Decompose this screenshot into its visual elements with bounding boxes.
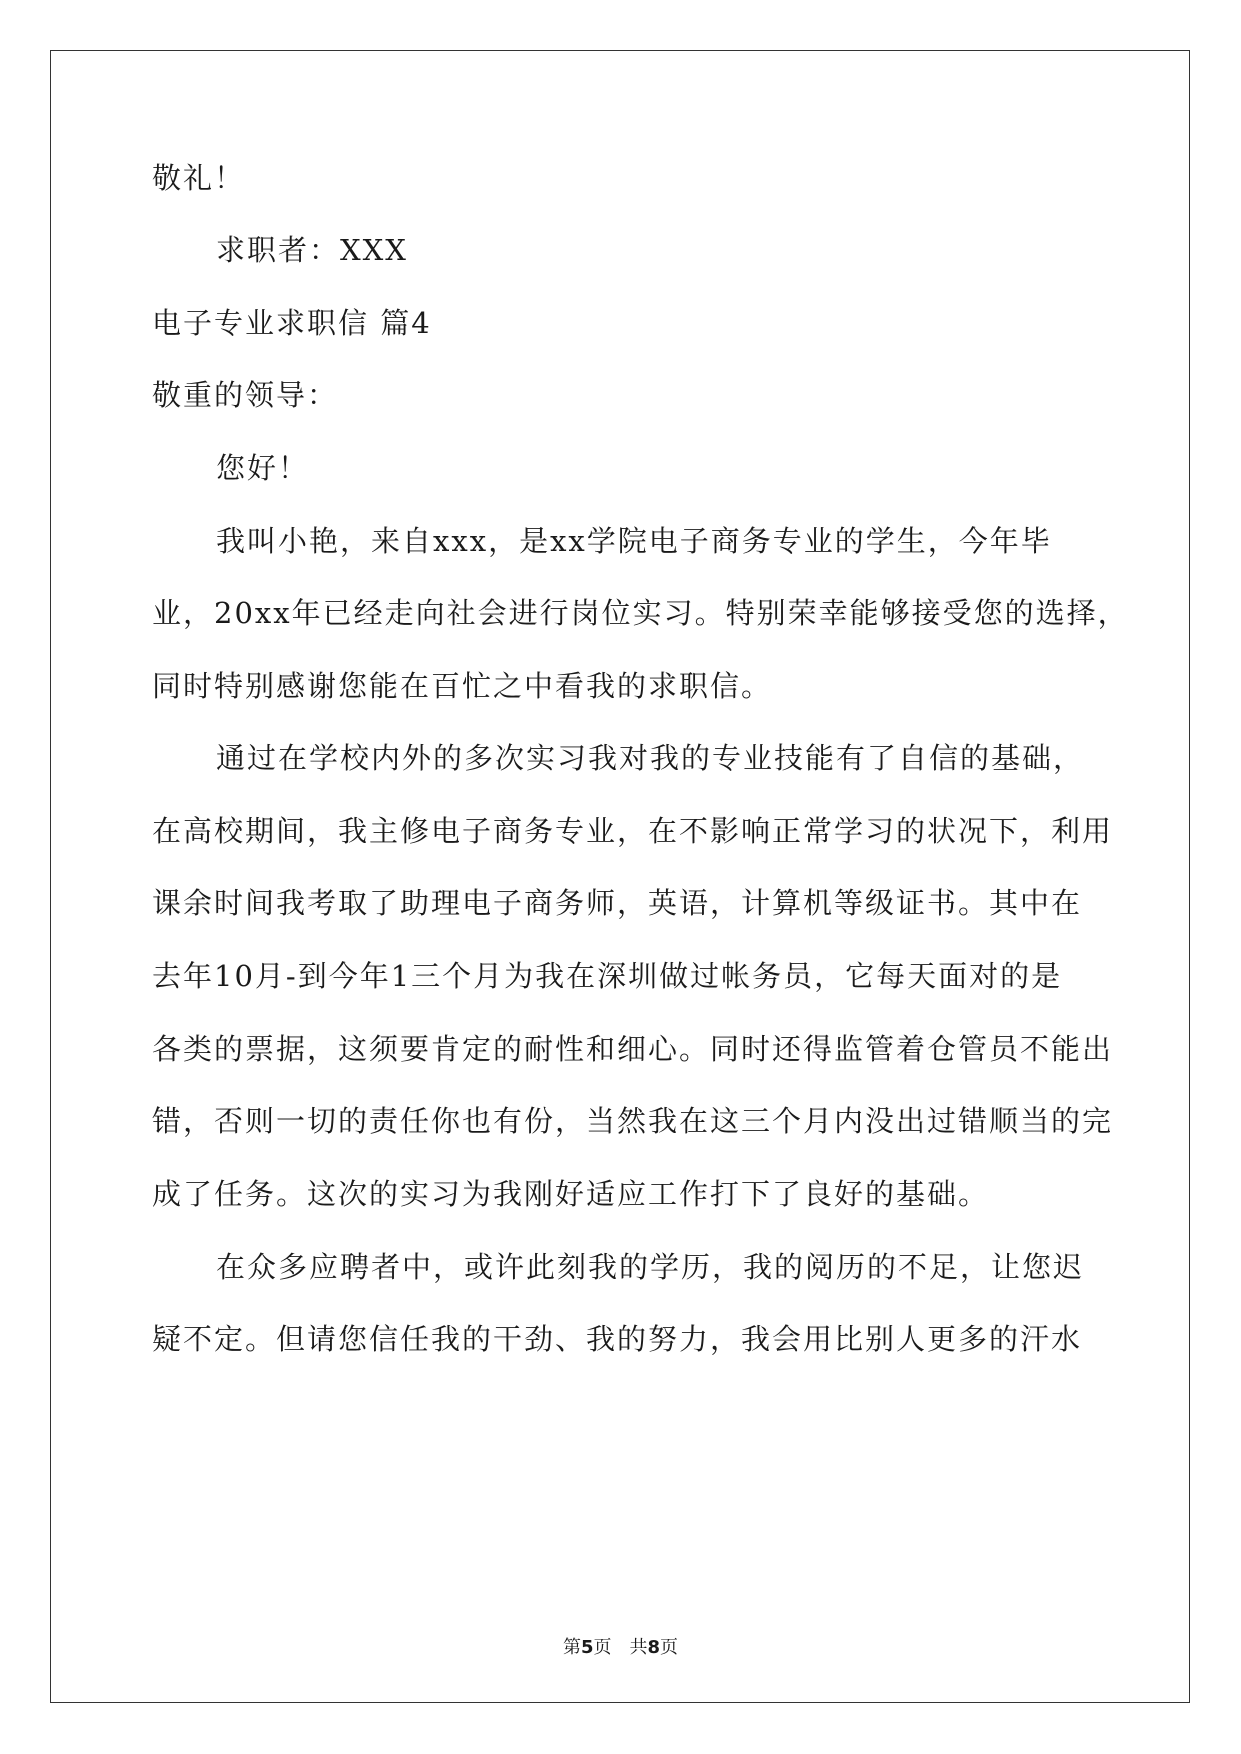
signature-line: 求职者：XXX xyxy=(216,233,408,267)
paragraph-line: 疑不定。但请您信任我的干劲、我的努力，我会用比别人更多的汗水 xyxy=(152,1322,1083,1356)
paragraph-line: 课余时间我考取了助理电子商务师，英语，计算机等级证书。其中在 xyxy=(152,886,1083,920)
current-page-number: 5 xyxy=(580,1637,594,1658)
page-footer xyxy=(0,1633,1241,1659)
closing-salutation: 敬礼！ xyxy=(152,161,246,195)
footer-middle: 页 共 xyxy=(593,1637,648,1658)
paragraph-line: 各类的票据，这须要肯定的耐性和细心。同时还得监管着仓管员不能出 xyxy=(152,1032,1114,1066)
total-pages-number: 8 xyxy=(647,1637,661,1658)
paragraph-line: 我叫小艳，来自xxx，是xx学院电子商务专业的学生，今年毕 xyxy=(216,524,1052,558)
paragraph-line: 同时特别感谢您能在百忙之中看我的求职信。 xyxy=(152,669,773,703)
footer-suffix: 页 xyxy=(660,1637,679,1658)
paragraph-line: 错，否则一切的责任你也有份，当然我在这三个月内没出过错顺当的完 xyxy=(152,1104,1114,1138)
page-frame xyxy=(50,50,1190,1703)
paragraph-line: 去年10月-到今年1三个月为我在深圳做过帐务员，它每天面对的是 xyxy=(152,959,1063,993)
footer-prefix: 第 xyxy=(562,1637,581,1658)
paragraph-line: 在众多应聘者中，或许此刻我的学历，我的阅历的不足，让您迟 xyxy=(216,1250,1085,1284)
paragraph-line: 通过在学校内外的多次实习我对我的专业技能有了自信的基础， xyxy=(216,741,1085,775)
greeting: 敬重的领导： xyxy=(152,378,339,412)
section-heading: 电子专业求职信 篇4 xyxy=(152,306,432,340)
paragraph-line: 业，20xx年已经走向社会进行岗位实习。特别荣幸能够接受您的选择， xyxy=(152,596,1129,630)
paragraph-line: 在高校期间，我主修电子商务专业，在不影响正常学习的状况下，利用 xyxy=(152,814,1114,848)
paragraph-line: 成了任务。这次的实习为我刚好适应工作打下了良好的基础。 xyxy=(152,1177,990,1211)
hello-line: 您好！ xyxy=(216,451,310,485)
